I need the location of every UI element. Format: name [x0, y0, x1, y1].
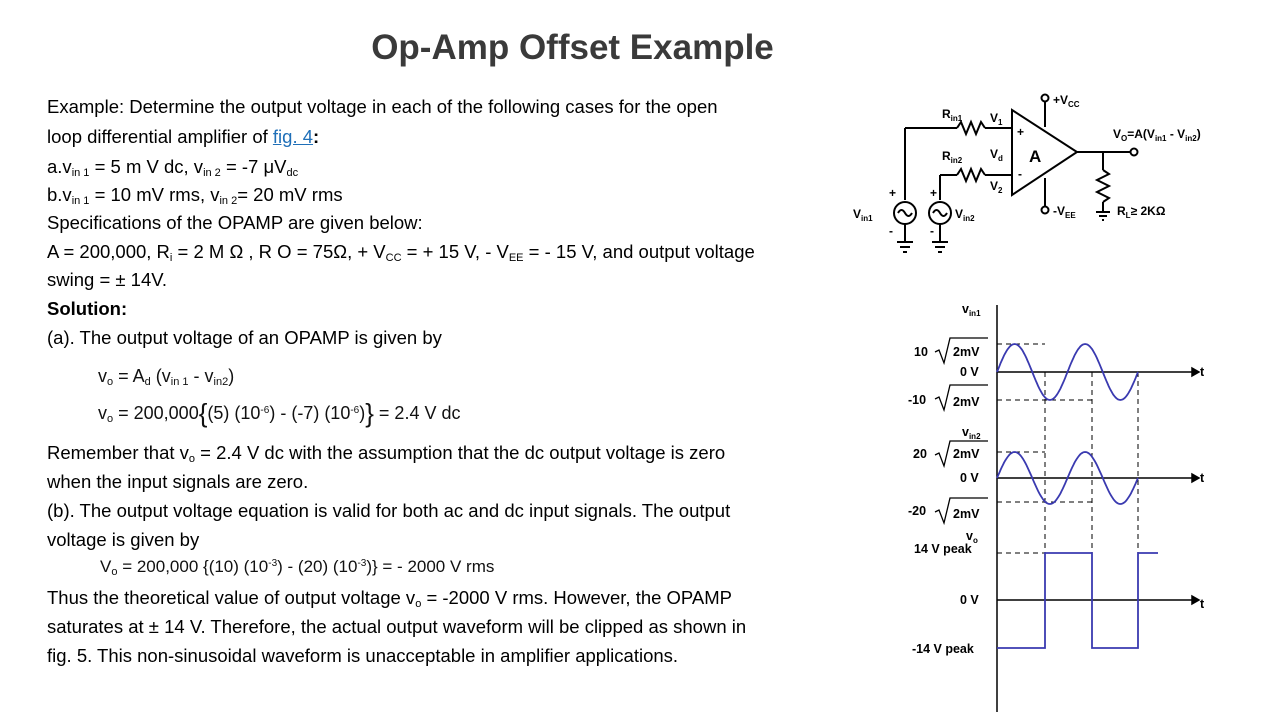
equation-2: $v_o = 200,000\{(5)$ $(10^{-6}) - (-7) (10^{-6})\} = 2.4$ V dc — [98, 398, 461, 428]
text-line-12: (b). The output voltage equation is valid for both ac and dc input signals. The output — [47, 500, 731, 521]
vin1-bot-unit: 2mV — [953, 395, 980, 409]
source2-minus: - — [930, 224, 934, 238]
text-line-4: $b.v_{in 1} = 10$ mV rms, $v_{in 2}= 20$ mV rms — [47, 184, 343, 207]
vin1-top-value: 10 — [914, 345, 928, 359]
text-line-14: Thus the theoretical value of output voltage $v_o = -2000$ V rms. However, the OPAMP — [47, 587, 732, 610]
gain-label: A — [1029, 147, 1042, 166]
vin2-label: $V_{in2}$ — [955, 207, 975, 223]
vo-bot-label: -14 V peak — [912, 642, 974, 656]
text-line-7: swing = ± 14V. — [47, 269, 168, 290]
vcc-label: $+V_{CC}$ — [1053, 93, 1080, 109]
v1-label: $V_1$ — [990, 111, 1003, 127]
page-title: Op-Amp Offset Example — [371, 28, 774, 67]
equation-1: $v_o = A_d$ $(v_{in 1} - v_{in2})$ — [98, 366, 235, 388]
noninv-plus: + — [1017, 125, 1025, 139]
vin1-bot-value: -10 — [908, 393, 927, 407]
vin2-top-value: 20 — [913, 447, 927, 461]
text-line-15: saturates at ± 14 V. Therefore, the actual output waveform will be clipped as shown in — [47, 616, 747, 637]
text-line-16: fig. 5. This non-sinusoidal waveform is unacceptable in amplifier applications. — [47, 645, 679, 666]
text-line-1: Example: Determine the output voltage in each of the following cases for the open — [47, 96, 718, 117]
vout-label: $V_O=A(V_{in1} - V_{in2})$ — [1113, 127, 1201, 143]
text-line-11: when the input signals are zero. — [47, 471, 309, 492]
vo-axis-label: $v_o$ — [966, 529, 978, 545]
vin1-top-unit: 2mV — [953, 345, 980, 359]
vee-label: $-V_{EE}$ — [1053, 204, 1076, 220]
text-line-5: Specifications of the OPAMP are given below: — [47, 212, 423, 233]
source1-minus: - — [889, 224, 893, 238]
vin2-bot-value: -20 — [908, 504, 927, 518]
vin2-zero: 0 V — [960, 471, 979, 485]
equation-3: $V_o = 200,000$ {(10) $(10^{-3}) - (20) (10^{-3})$} = - 2000 V rms — [100, 557, 495, 578]
waveform-diagram — [900, 295, 1220, 715]
vo-t: t — [1200, 597, 1205, 611]
solution-heading: Solution: — [47, 298, 128, 319]
inv-minus: - — [1018, 167, 1022, 181]
text-line-6: A = 200,000, $R_i = 2$ M Ω , R O = 75Ω, + $V_{CC}$ = + 15 V, - $V_{EE}$ = - 15 V, and output voltage — [47, 241, 755, 264]
text-line-13: voltage is given by — [47, 529, 200, 550]
source1-plus: + — [889, 186, 897, 200]
rin1-label: $R_{in1}$ — [942, 107, 963, 123]
vo-top-label: 14 V peak — [914, 542, 972, 556]
fig-4-link[interactable]: fig. 4 — [272, 126, 314, 147]
vin2-axis-label: $v_{in2}$ — [962, 425, 981, 441]
opamp-circuit-diagram — [850, 85, 1230, 270]
text-line-3: $a.v_{in 1} = 5$ m V dc, $v_{in 2} = -7$ $\mu V_{dc}$ — [47, 156, 299, 179]
rin2-label: $R_{in2}$ — [942, 149, 963, 165]
vo-zero: 0 V — [960, 593, 979, 607]
vin1-t: t — [1200, 365, 1205, 379]
vin1-axis-label: $v_{in1}$ — [962, 302, 981, 318]
text-line-2: loop differential amplifier of fig. 4: — [47, 126, 320, 147]
vin2-t: t — [1200, 471, 1205, 485]
text-line-9: (a). The output voltage of an OPAMP is given by — [47, 327, 442, 348]
vin2-bot-unit: 2mV — [953, 507, 980, 521]
v2-label: $V_2$ — [990, 179, 1003, 195]
rl-label: $R_L\ge 2K\Omega$ — [1117, 204, 1166, 220]
vin1-label: $V_{in1}$ — [853, 207, 873, 223]
source2-plus: + — [930, 186, 938, 200]
vin2-top-unit: 2mV — [953, 447, 980, 461]
vd-label: $V_d$ — [990, 147, 1003, 163]
vin1-zero: 0 V — [960, 365, 979, 379]
text-line-10: Remember that $v_o = 2.4$ V dc with the assumption that the dc output voltage is zero — [47, 442, 726, 465]
